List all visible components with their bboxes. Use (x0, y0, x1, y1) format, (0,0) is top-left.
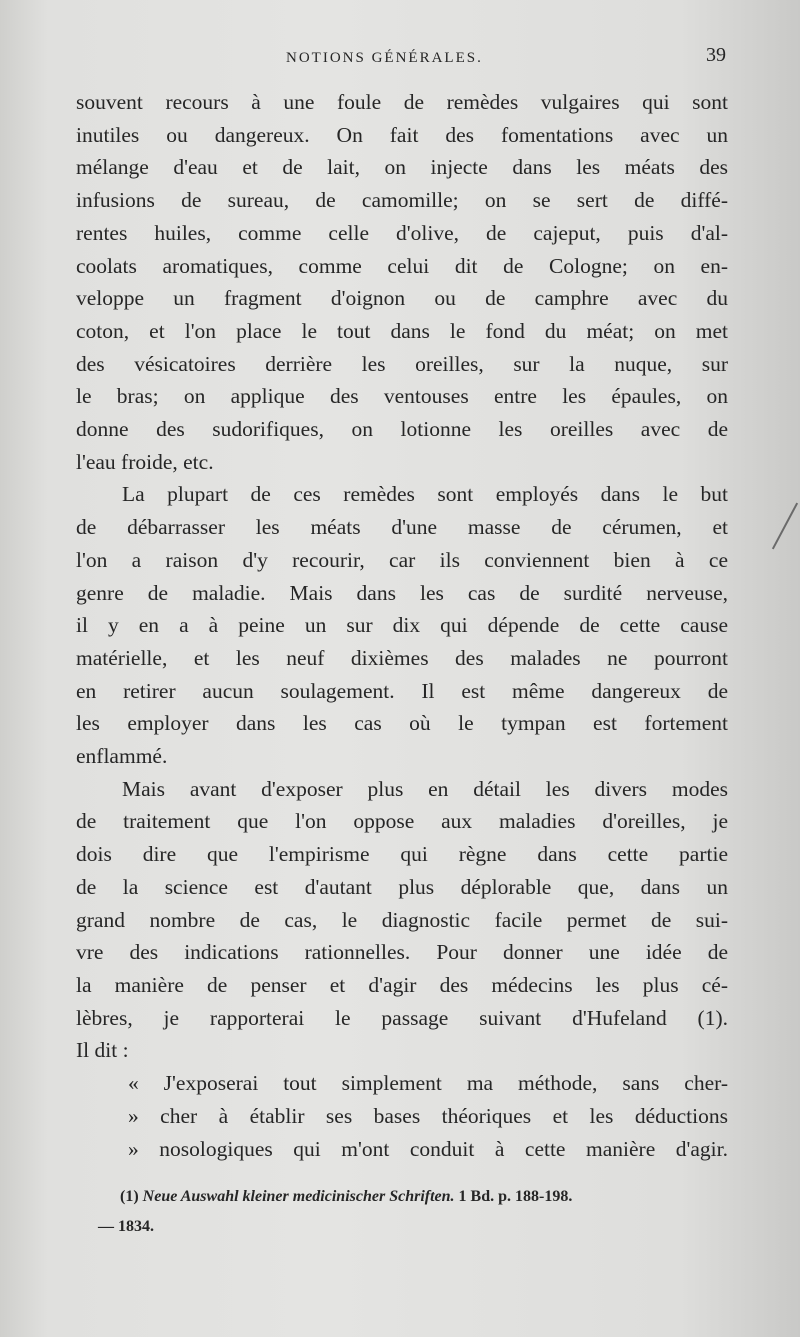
text-line: le bras; on applique des ventouses entre les épaules, on (76, 384, 728, 409)
quote-line: » cher à établir ses bases théoriques et les déductions (128, 1103, 728, 1128)
paragraph-3 (76, 773, 728, 1067)
text-line: La plupart de ces remèdes sont employés dans le but (122, 482, 728, 507)
quote-line: « J'exposerai tout simplement ma méthode, sans cher- (128, 1071, 728, 1096)
text-line: les employer dans les cas où le tympan est fortement (76, 711, 728, 736)
page-number: 39 (706, 44, 726, 66)
text-line: coolats aromatiques, comme celui dit de Cologne; on en- (76, 253, 728, 278)
text-line: Il dit : (76, 1038, 129, 1063)
page-header (76, 44, 726, 74)
text-line: en retirer aucun soulagement. Il est même dangereux de (76, 678, 728, 703)
paragraph-1 (76, 86, 728, 478)
text-line: souvent recours à une foule de remèdes vulgaires qui sont (76, 90, 728, 114)
text-line: genre de maladie. Mais dans les cas de surdité nerveuse, (76, 580, 728, 605)
body-text (76, 86, 728, 1165)
quote-line: » nosologiques qui m'ont conduit à cette manière d'agir. (128, 1136, 728, 1161)
text-line: l'on a raison d'y recourir, car ils conviennent bien à ce (76, 547, 728, 572)
text-line: inutiles ou dangereux. On fait des fomentations avec un (76, 122, 728, 147)
footnote (98, 1182, 736, 1242)
footnote-title: Neue Auswahl kleiner medicinischer Schriften. (142, 1188, 455, 1205)
text-line: de débarrasser les méats d'une masse de cérumen, et (76, 515, 728, 540)
footnote-marker: (1) (120, 1188, 139, 1205)
text-line: il y en a à peine un sur dix qui dépende de cette cause (76, 613, 728, 638)
margin-pencil-mark (772, 503, 798, 550)
text-line: donne des sudorifiques, on lotionne les oreilles avec de (76, 417, 728, 442)
text-line: rentes huiles, comme celle d'olive, de cajeput, puis d'al- (76, 220, 728, 245)
footnote-line (120, 1182, 736, 1212)
footnote-reference: 1 Bd. p. 188-198. (458, 1188, 573, 1205)
running-head: NOTIONS GÉNÉRALES. (286, 50, 483, 66)
text-line: dois dire que l'empirisme qui règne dans cette partie (76, 842, 728, 867)
text-line: de traitement que l'on oppose aux maladies d'oreilles, je (76, 809, 728, 834)
text-line: l'eau froide, etc. (76, 449, 214, 474)
text-line: coton, et l'on place le tout dans le fond du méat; on met (76, 318, 728, 343)
text-line: de la science est d'autant plus déplorable que, dans un (76, 874, 728, 899)
text-line: infusions de sureau, de camomille; on se sert de diffé- (76, 188, 728, 213)
text-line: Mais avant d'exposer plus en détail les divers modes (122, 776, 728, 801)
paragraph-2 (76, 478, 728, 772)
text-line: des vésicatoires derrière les oreilles, sur la nuque, sur (76, 351, 728, 376)
text-line: la manière de penser et d'agir des médecins les plus cé- (76, 972, 728, 997)
text-line: mélange d'eau et de lait, on injecte dans les méats des (76, 155, 728, 180)
text-line: enflammé. (76, 744, 168, 769)
text-line: vre des indications rationnelles. Pour donner une idée de (76, 940, 728, 965)
text-line: grand nombre de cas, le diagnostic facile permet de sui- (76, 907, 728, 932)
text-line: matérielle, et les neuf dixièmes des malades ne pourront (76, 645, 728, 670)
footnote-continuation: — 1834. (98, 1218, 154, 1235)
text-line: veloppe un fragment d'oignon ou de camphre avec du (76, 286, 728, 311)
text-line: lèbres, je rapporterai le passage suivant d'Hufeland (1). (76, 1005, 728, 1030)
quotation (76, 1067, 728, 1165)
